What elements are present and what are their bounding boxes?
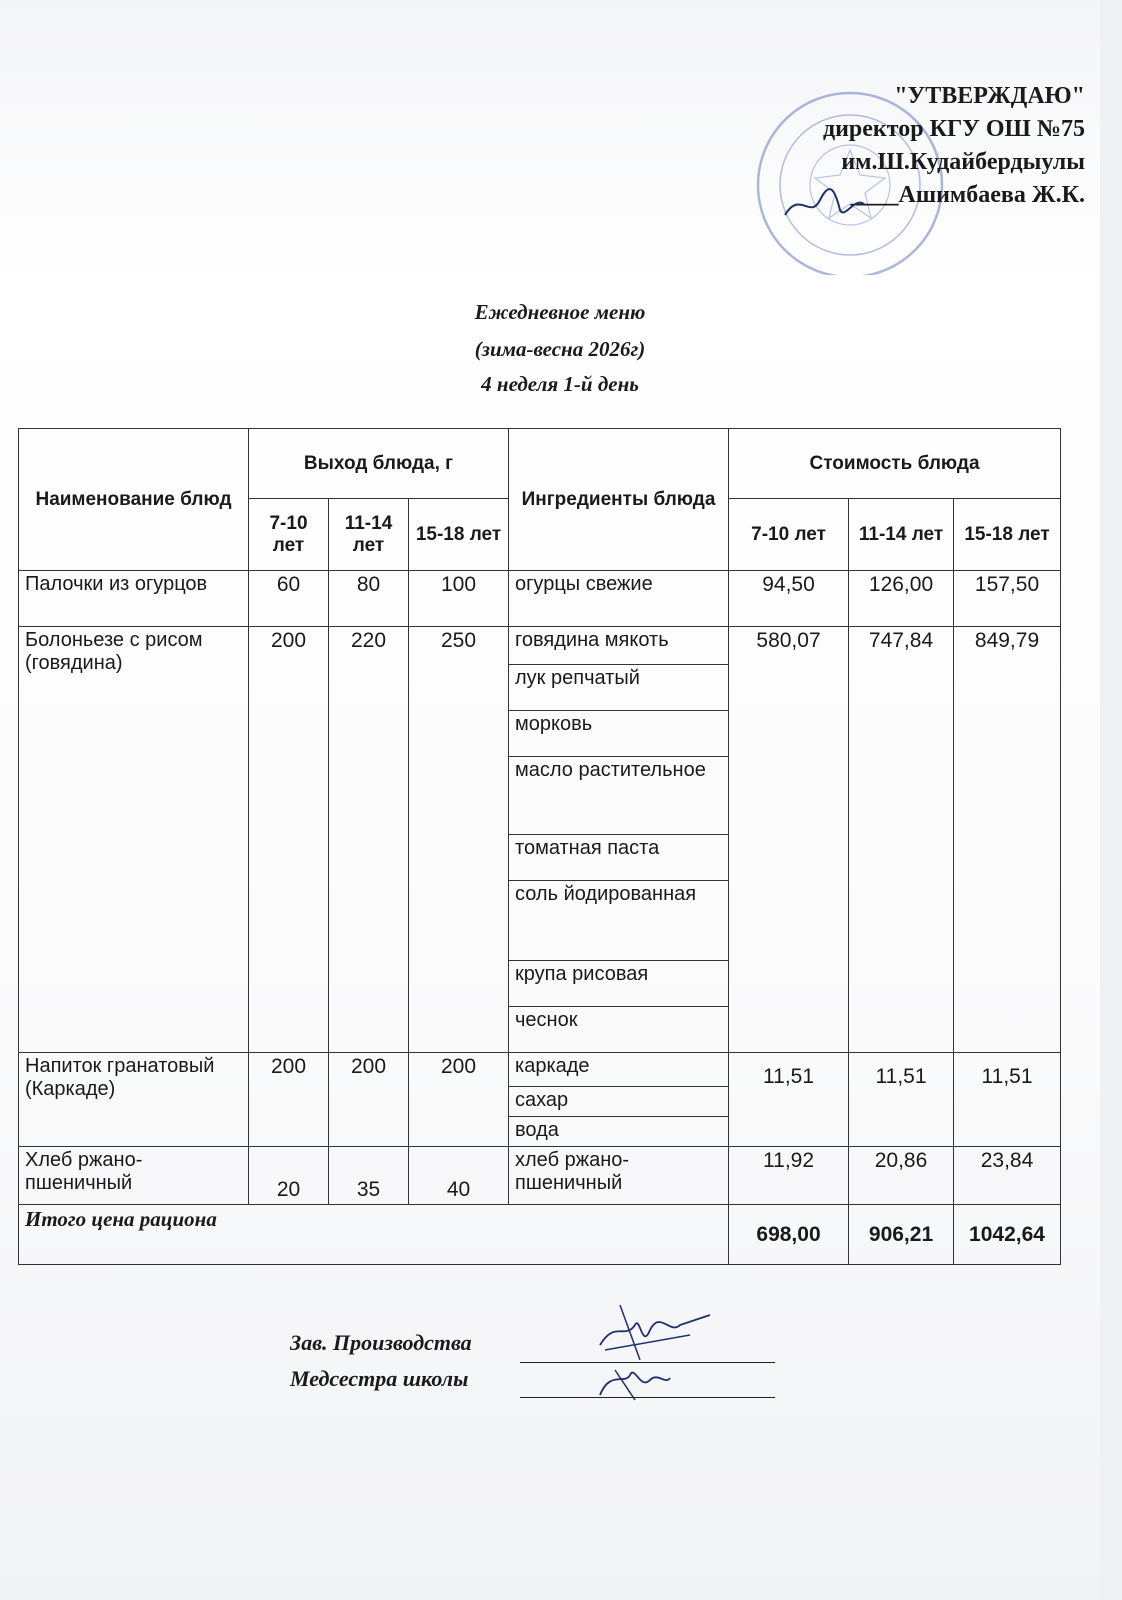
total-value: 698,00 — [729, 1205, 849, 1265]
dish-yield: 35 — [329, 1147, 409, 1205]
ingredient: соль йодированная — [509, 881, 729, 961]
footer-signatures — [580, 1300, 720, 1410]
dish-cost: 20,86 — [849, 1147, 954, 1205]
menu-season: (зима-весна 2026г) — [474, 337, 646, 361]
dish-name: Напиток гранатовый (Каркаде) — [19, 1053, 249, 1147]
ingredient: томатная паста — [509, 835, 729, 881]
approval-position: директор КГУ ОШ №75 — [822, 116, 1085, 142]
total-label: Итого цена рациона — [19, 1205, 729, 1265]
approval-school: им.Ш.Кудайбердыулы — [841, 149, 1085, 175]
dish-yield: 200 — [249, 1053, 329, 1147]
dish-cost: 94,50 — [729, 571, 849, 627]
dish-name: Палочки из огурцов — [19, 571, 249, 627]
dish-yield: 20 — [249, 1147, 329, 1205]
dish-yield: 200 — [249, 627, 329, 1053]
dish-cost: 11,51 — [849, 1053, 954, 1147]
ingredient: вода — [509, 1117, 729, 1147]
dish-cost: 126,00 — [849, 571, 954, 627]
dish-yield: 60 — [249, 571, 329, 627]
table-row — [19, 627, 1061, 665]
ingredient: чеснок — [509, 1007, 729, 1053]
header-yield: Выход блюда, г — [249, 429, 509, 499]
dish-cost: 849,79 — [954, 627, 1061, 1053]
dish-cost: 11,51 — [954, 1053, 1061, 1147]
ingredient: огурцы свежие — [509, 571, 729, 627]
dish-cost: 11,51 — [729, 1053, 849, 1147]
dish-name: Хлеб ржано-пшеничный — [19, 1147, 249, 1205]
menu-week-day: 4 неделя 1-й день — [481, 372, 639, 396]
header-cost-age: 7-10 лет — [729, 499, 849, 571]
menu-title: Ежедневное меню — [474, 300, 646, 324]
approval-heading: "УТВЕРЖДАЮ" — [894, 83, 1085, 109]
ingredient: крупа рисовая — [509, 961, 729, 1007]
dish-cost: 23,84 — [954, 1147, 1061, 1205]
approval-name: ____Ашимбаева Ж.К. — [850, 182, 1085, 208]
nurse-label: Медсестра школы — [290, 1366, 469, 1391]
dish-yield: 220 — [329, 627, 409, 1053]
header-yield-age: 15-18 лет — [409, 499, 509, 571]
dish-cost: 747,84 — [849, 627, 954, 1053]
dish-name: Болоньезе с рисом (говядина) — [19, 627, 249, 1053]
header-cost-age: 11-14 лет — [849, 499, 954, 571]
ingredient: масло растительное — [509, 757, 729, 835]
header-name: Наименование блюд — [19, 429, 249, 571]
table-row — [19, 1147, 1061, 1205]
ingredient: лук репчатый — [509, 665, 729, 711]
table-row — [19, 1053, 1061, 1087]
dish-yield: 40 — [409, 1147, 509, 1205]
dish-yield: 100 — [409, 571, 509, 627]
header-yield-age: 11-14 лет — [329, 499, 409, 571]
director-signature — [780, 185, 870, 225]
header-cost-age: 15-18 лет — [954, 499, 1061, 571]
dish-yield: 250 — [409, 627, 509, 1053]
ingredient: хлеб ржано-пшеничный — [509, 1147, 729, 1205]
ingredient: говядина мякоть — [509, 627, 729, 665]
header-yield-age: 7-10 лет — [249, 499, 329, 571]
ingredient: каркаде — [509, 1053, 729, 1087]
total-value: 1042,64 — [954, 1205, 1061, 1265]
dish-yield: 80 — [329, 571, 409, 627]
dish-yield: 200 — [409, 1053, 509, 1147]
dish-cost: 580,07 — [729, 627, 849, 1053]
dish-cost: 11,92 — [729, 1147, 849, 1205]
total-value: 906,21 — [849, 1205, 954, 1265]
dish-yield: 200 — [329, 1053, 409, 1147]
total-row — [19, 1205, 1061, 1265]
ingredient: сахар — [509, 1087, 729, 1117]
header-cost: Стоимость блюда — [729, 429, 1061, 499]
dish-cost: 157,50 — [954, 571, 1061, 627]
production-head-label: Зав. Производства — [290, 1330, 472, 1355]
header-ingredients: Ингредиенты блюда — [509, 429, 729, 571]
ingredient: морковь — [509, 711, 729, 757]
table-row — [19, 571, 1061, 627]
menu-table — [18, 428, 1061, 1265]
